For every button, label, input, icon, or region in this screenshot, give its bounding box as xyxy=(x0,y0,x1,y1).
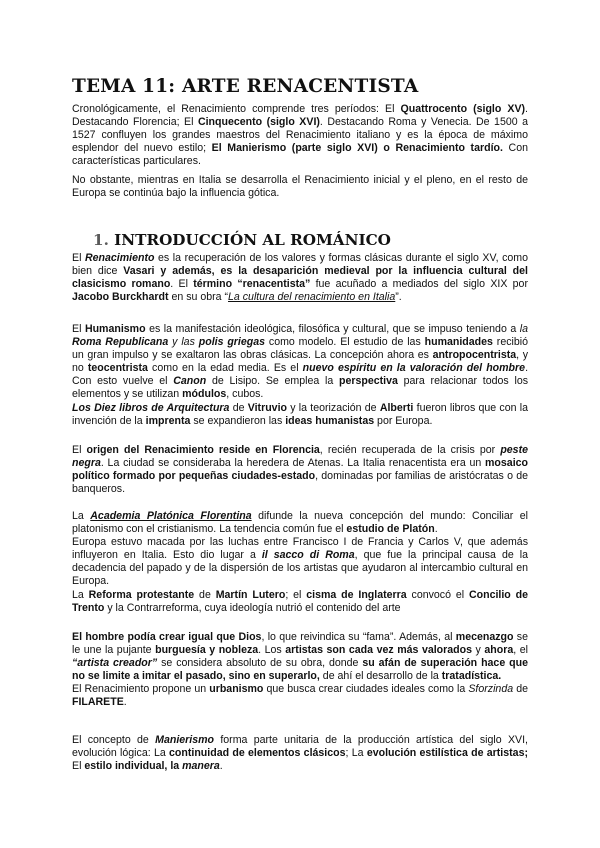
text-run: , que fue la principal causa de la decadencia del papado y de la dispersión de los artistas que ayudaron al intercambio cultural en Europa. xyxy=(72,549,528,588)
text-run: Humanismo xyxy=(84,323,146,335)
section-number: 1. xyxy=(93,231,109,249)
text-run: de ahí el desarrollo de la xyxy=(319,670,442,683)
paragraph-humanismo xyxy=(72,323,528,428)
paragraph-renacimiento xyxy=(72,252,528,304)
text-run: ahora xyxy=(484,644,514,657)
text-run: como modelo. El estudio de las xyxy=(265,336,425,349)
text-run: de xyxy=(229,401,248,414)
text-run: artistas son cada vez más valorados xyxy=(285,644,473,657)
text-run: No obstante, mientras en Italia se desarrolla el Renacimiento inicial y el pleno, en el resto de Europa se continúa bajo la influencia gótica. xyxy=(72,174,528,200)
paragraph-florencia xyxy=(72,444,528,496)
text-run: Martín Lutero xyxy=(215,588,286,601)
text-run: Europa estuvo macada por las luchas entre Francisco I de Francia y Carlos V, que además influyeron en Italia. Esto dio lugar a xyxy=(72,536,528,562)
text-run: burguesía y nobleza xyxy=(155,644,259,657)
text-run: La xyxy=(72,588,89,601)
text-run: El concepto de xyxy=(72,734,156,746)
text-run: Canon xyxy=(173,375,207,388)
text-run: FILARETE xyxy=(72,696,124,709)
text-run: teocentrista xyxy=(87,362,148,375)
page-title: TEMA 11: ARTE RENACENTISTA xyxy=(72,76,419,97)
text-run: Manierismo xyxy=(155,734,215,746)
text-run: mosaico político formado por pequeñas ciudades-estado xyxy=(72,457,528,483)
text-run: . Con esto vuelve el xyxy=(72,362,529,388)
text-run: El xyxy=(72,252,85,264)
text-run: difunde la nueva concepción del mundo: Conciliar el platonismo con el cristianismo. La tendencia común fue el xyxy=(72,510,528,536)
text-run: manera xyxy=(182,760,220,773)
text-run: , y no xyxy=(72,349,528,375)
text-run: Renacimiento xyxy=(85,252,155,264)
text-run: se considera absoluto de su obra, donde xyxy=(157,657,363,670)
text-run: se le une la pujante xyxy=(72,631,528,657)
text-run: mecenazgo xyxy=(455,631,514,643)
text-run: . xyxy=(219,760,223,773)
section-heading-text: INTRODUCCIÓN AL ROMÁNICO xyxy=(114,231,391,249)
text-run: El hombre podía crear igual que Dios xyxy=(72,631,262,643)
text-run: . xyxy=(123,696,127,709)
text-run: como en la edad media. Es el xyxy=(147,362,303,375)
text-run: , cubos. xyxy=(226,388,264,401)
text-run: es la manifestación ideológica, filosófica y cultural, que se impuso teniendo a xyxy=(145,323,520,335)
text-run: ; La xyxy=(345,747,367,760)
section-heading xyxy=(93,231,391,249)
text-run: ideas humanistas xyxy=(285,414,375,427)
text-run: antropocentrista xyxy=(432,349,517,362)
text-run: . Destacando Florencia; El xyxy=(72,103,528,129)
text-run: y la teorización de xyxy=(286,401,380,414)
text-run: fue acuñado a mediados del siglo XIX por xyxy=(310,278,528,291)
text-run: origen del Renacimiento reside en Florencia xyxy=(86,444,320,456)
text-run: por Europa. xyxy=(374,414,433,427)
text-run: de xyxy=(194,588,216,601)
text-run: “artista creador” xyxy=(72,657,158,670)
text-run: Cinquecento (siglo XVI) xyxy=(197,116,320,129)
text-run: Sforzinda xyxy=(468,683,514,696)
text-run: El Manierismo (parte siglo XVI) o Renacimiento tardío. xyxy=(211,142,503,155)
text-run: Los Diez libros de Arquitectura xyxy=(72,401,230,414)
text-run: es la recuperación de los valores y formas clásicas durante el siglo XV, como bien dice xyxy=(72,252,528,278)
text-run: imprenta xyxy=(145,414,191,427)
text-run: cisma de Inglaterra xyxy=(306,588,407,601)
text-run: Alberti xyxy=(379,401,414,414)
text-run: fueron libros que con la invención de la xyxy=(72,401,528,427)
text-run: Con características particulares. xyxy=(72,142,528,168)
text-run: forma parte unitaria de la producción artística del siglo XVI, evolución lógica: La xyxy=(72,734,528,760)
text-run: y la Contrarreforma, cuya ideología nutrió el contenido del arte xyxy=(104,601,401,614)
text-run: , lo que reivindica su “fama”. Además, al xyxy=(261,631,456,643)
text-run: continuidad de elementos clásicos xyxy=(169,747,346,760)
text-run: módulos xyxy=(182,388,227,401)
text-run: Vasari y además, es la desaparición medieval por la influencia cultural del clasicismo romano xyxy=(72,265,528,291)
text-run: la xyxy=(519,323,528,335)
text-run: de Lisipo. Se emplea la xyxy=(206,375,339,388)
text-run: Cronológicamente, el Renacimiento comprende tres períodos: El xyxy=(72,103,401,115)
text-run: . xyxy=(434,523,438,536)
text-run: ”. xyxy=(395,291,402,304)
text-run: recibió un gran impulso y se exaltaron las obras clásicas. La concepción ahora es xyxy=(72,336,528,362)
text-run: de xyxy=(513,683,528,696)
text-run: . La ciudad se consideraba la heredera de Atenas. La Italia renacentista era un xyxy=(100,457,486,470)
text-run: El xyxy=(72,444,87,456)
text-run: polis griegas xyxy=(198,336,266,349)
text-run: El xyxy=(72,760,85,773)
text-run: urbanismo xyxy=(209,683,264,696)
text-run: Quattrocento (siglo XV) xyxy=(400,103,526,115)
text-run: Reforma protestante xyxy=(88,588,195,601)
text-run: se expandieron las xyxy=(190,414,286,427)
text-run: perspectiva xyxy=(339,375,398,388)
text-run: , dominadas por familias de aristócratas o de banqueros. xyxy=(72,470,528,496)
text-run: estudio de Platón xyxy=(346,523,435,536)
text-run: y las xyxy=(168,336,199,349)
text-run: humanidades xyxy=(424,336,493,349)
text-run: La xyxy=(72,510,91,522)
text-run: evolución estilística de artistas; xyxy=(366,747,528,760)
text-run: Academia Platónica Florentina xyxy=(90,510,252,522)
text-run: Jacobo Burckhardt xyxy=(72,291,169,304)
text-run: peste negra xyxy=(72,444,528,470)
text-run: El Renacimiento propone un xyxy=(72,683,210,696)
text-run: El xyxy=(72,323,85,335)
text-run: . Los xyxy=(258,644,286,657)
text-run: tratadística. xyxy=(441,670,502,683)
intro-paragraph-2 xyxy=(72,174,528,200)
text-run: ; el xyxy=(285,588,307,601)
text-run: Vitruvio xyxy=(247,401,287,414)
paragraph-academia xyxy=(72,510,528,615)
text-run: , el xyxy=(513,644,528,657)
text-run: convocó el xyxy=(406,588,469,601)
text-run: término “renacentista” xyxy=(193,278,311,291)
text-run: su afán de superación hace que no se limite a imitar el pasado, sino en superarlo, xyxy=(72,657,528,683)
text-run: que busca crear ciudades ideales como la xyxy=(263,683,469,696)
text-run: Concilio de Trento xyxy=(72,588,528,614)
text-run: en su obra “ xyxy=(168,291,229,304)
text-run: estilo individual, la xyxy=(84,760,183,773)
paragraph-artista xyxy=(72,631,528,710)
text-run: . El xyxy=(170,278,194,291)
text-run: y xyxy=(472,644,485,657)
text-run: . Destacando Roma y Venecia. De 1500 a 1527 confluyen los grandes maestros del Renacimiento italiano y es la época de máximo esplendor del nuevo estilo; xyxy=(72,116,528,155)
text-run: La cultura del renacimiento en Italia xyxy=(228,291,396,304)
text-run: Roma Republicana xyxy=(72,336,169,349)
intro-paragraph-1 xyxy=(72,103,528,168)
text-run: il sacco di Roma xyxy=(261,549,355,562)
paragraph-manierismo xyxy=(72,734,528,773)
text-run: nuevo espíritu en la valoración del hombre xyxy=(302,362,526,375)
text-run: para relacionar todos los elementos y se utilizan xyxy=(72,375,529,401)
text-run: , recién recuperada de la crisis por xyxy=(319,444,501,456)
